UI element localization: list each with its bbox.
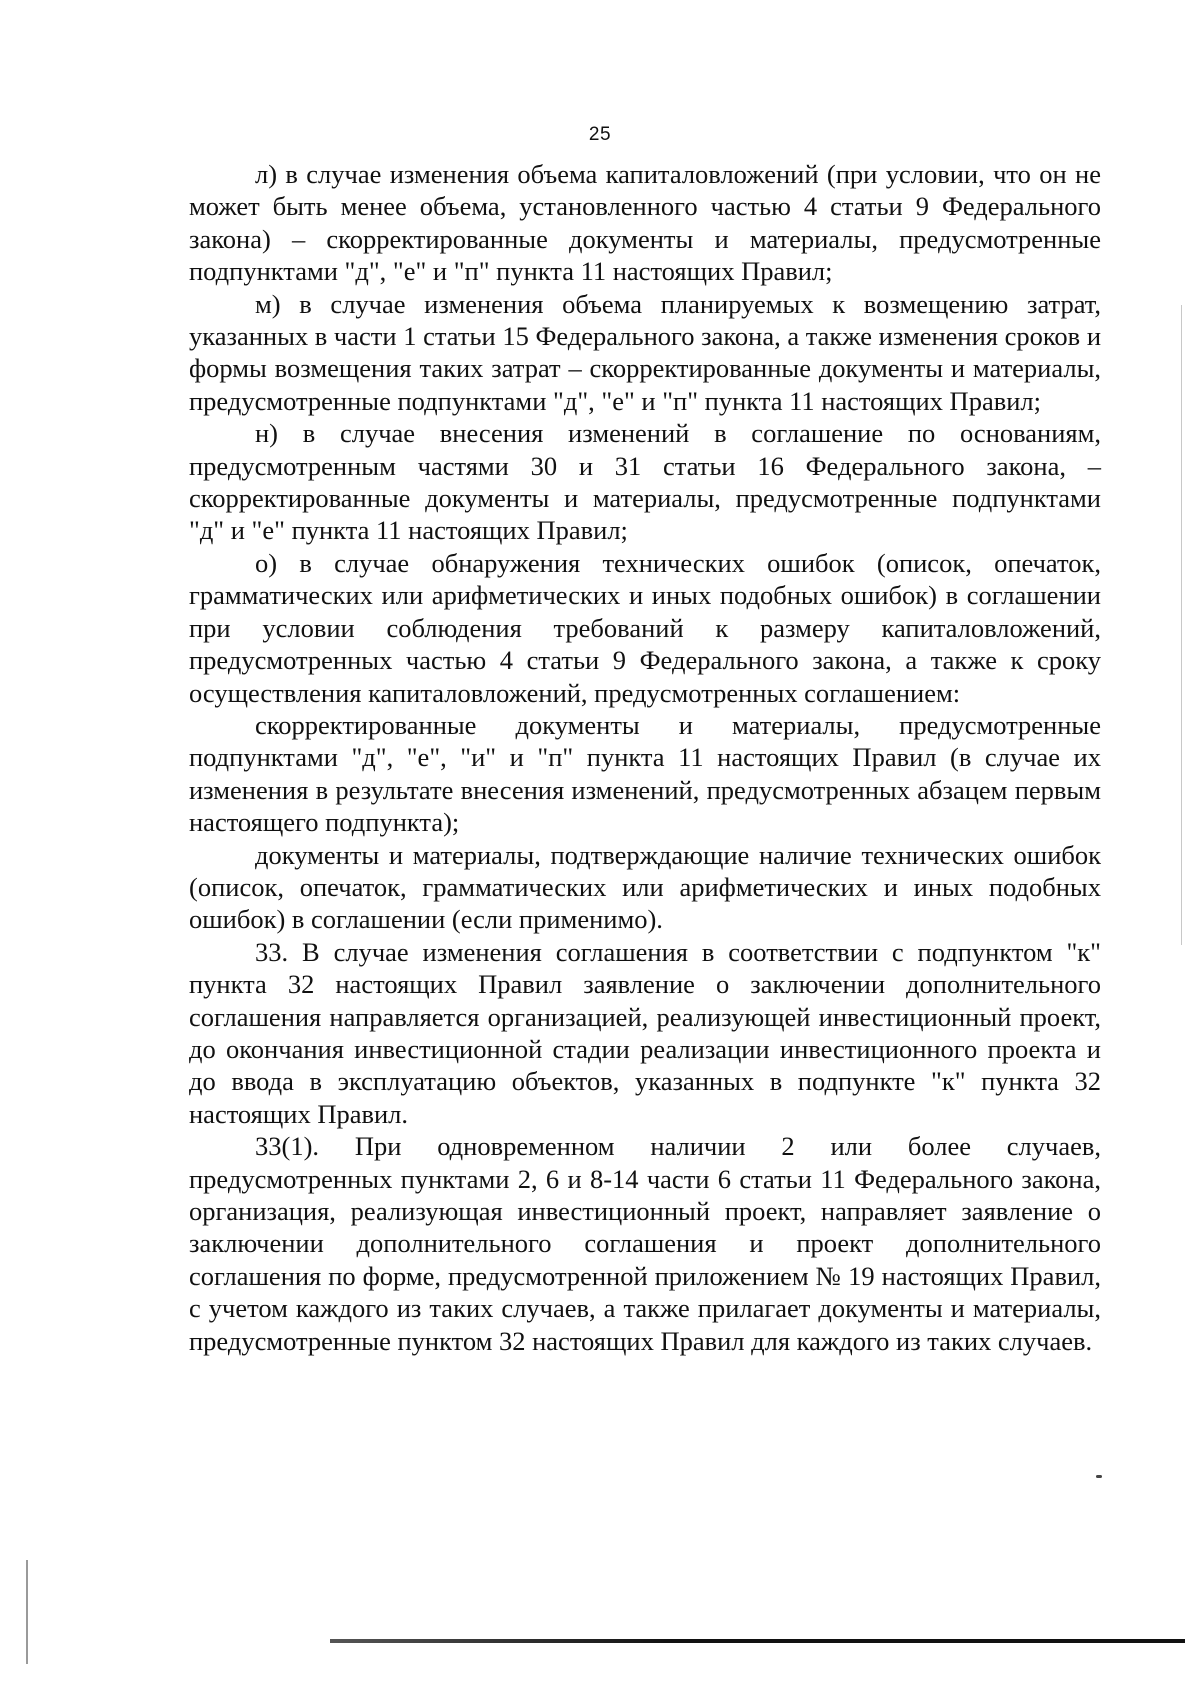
paragraph-subitem-o-error-docs: документы и материалы, подтверждающие наличие технических ошибок (описок, опечаток, грамматических или арифметических и иных подобных ошибок) в соглашении (если применимо). xyxy=(189,839,1101,935)
scan-edge-mark-right xyxy=(1181,305,1182,945)
document-body xyxy=(189,158,1101,1357)
paragraph-subitem-l: л) в случае изменения объема капиталовложений (при условии, что он не может быть менее объема, установленного частью 4 статьи 9 Федерального закона) – скорректированные документы и материалы, предусмотренные подпунктами "д", "е" и "п" пункта 11 настоящих Правил; xyxy=(189,159,1101,287)
scan-edge-mark-left xyxy=(26,1560,28,1664)
paragraph-clause-33: 33. В случае изменения соглашения в соответствии с подпунктом "к" пункта 32 настоящих Правил заявление о заключении дополнительного соглашения направляется организацией, реализующей инвестиционный проект, до окончания инвестиционной стадии реализации инвестиционного проекта и до ввода в эксплуатацию объектов, указанных в подпункте "к" пункта 32 настоящих Правил. xyxy=(189,936,1101,1129)
page-number: 25 xyxy=(588,124,612,145)
paragraph-subitem-o-corrected-docs: скорректированные документы и материалы, предусмотренные подпунктами "д", "е", "и" и "п" пункта 11 настоящих Правил (в случае их изменения в результате внесения изменений, предусмотренных абзацем первым настоящего подпункта); xyxy=(189,709,1101,838)
paragraph-clause-33-1: 33(1). При одновременном наличии 2 или более случаев, предусмотренных пунктами 2, 6 и 8-14 части 6 статьи 11 Федерального закона, организация, реализующая инвестиционный проект, направляет заявление о заключении дополнительного соглашения и проект дополнительного соглашения по форме, предусмотренной приложением № 19 настоящих Правил, с учетом каждого из таких случаев, а также прилагает документы и материалы, предусмотренные пунктом 32 настоящих Правил для каждого из таких случаев. xyxy=(189,1131,1101,1356)
paragraph-subitem-o: о) в случае обнаружения технических ошибок (описок, опечаток, грамматических или арифметических и иных подобных ошибок) в соглашении при условии соблюдения требований к размеру капиталовложений, предусмотренных частью 4 статьи 9 Федерального закона, а также к сроку осуществления капиталовложений, предусмотренных соглашением: xyxy=(189,547,1101,708)
paragraph-subitem-m: м) в случае изменения объема планируемых к возмещению затрат, указанных в части 1 статьи 15 Федерального закона, а также изменения сроков и формы возмещения таких затрат – скорректированные документы и материалы, предусмотренные подпунктами "д", "е" и "п" пункта 11 настоящих Правил; xyxy=(189,288,1101,416)
paragraph-subitem-n: н) в случае внесения изменений в соглашение по основаниям, предусмотренным частями 30 и 31 статьи 16 Федерального закона, – скорректированные документы и материалы, предусмотренные подпунктами "д" и "е" пункта 11 настоящих Правил; xyxy=(189,418,1101,546)
scan-bottom-border xyxy=(330,1639,1185,1643)
scan-speck xyxy=(1096,1475,1102,1478)
